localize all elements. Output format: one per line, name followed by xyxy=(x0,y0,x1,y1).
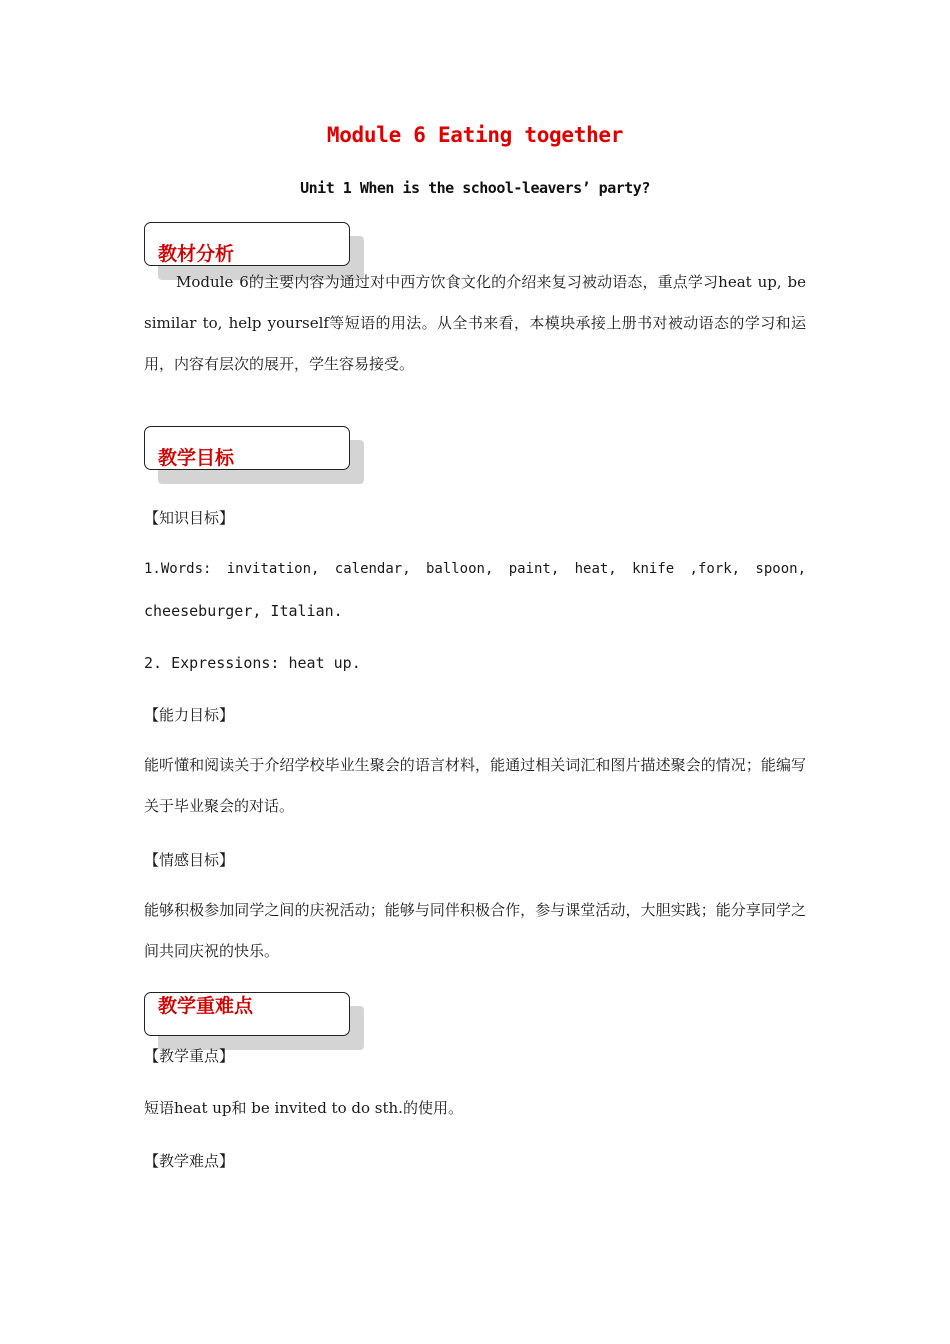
section-heading-key-points xyxy=(144,992,352,1036)
ability-objective-label: 【能力目标】 xyxy=(144,706,235,724)
emotion-objective-label: 【情感目标】 xyxy=(144,851,235,869)
words-list-continued: cheeseburger, Italian. xyxy=(144,602,343,620)
expressions-line: 2. Expressions: heat up. xyxy=(144,654,361,672)
ability-objective-text: 能听懂和阅读关于介绍学校毕业生聚会的语言材料，能通过相关词汇和图片描述聚会的情况；能编写关于毕业聚会的对话。 xyxy=(144,756,806,815)
word-item: invitation, xyxy=(226,561,320,577)
teaching-focus-text: 短语heat up和 be invited to do sth.的使用。 xyxy=(144,1099,463,1117)
words-list xyxy=(144,561,806,577)
analysis-paragraph: Module 6的主要内容为通过对中西方饮食文化的介绍来复习被动语态，重点学习heat up, be similar to, help yourself等短语的用法。从全书来看，本模块承接上册书对被动语态的学习和运用，内容有层次的展开，学生容易接受。 xyxy=(144,273,806,373)
document-title: Module 6 Eating together xyxy=(326,123,624,147)
knowledge-objective-label: 【知识目标】 xyxy=(144,509,235,527)
word-item: spoon, xyxy=(755,561,806,577)
section-heading-label: 教学重难点 xyxy=(158,995,254,1017)
section-heading-objectives xyxy=(144,426,352,470)
word-item: paint, xyxy=(508,561,560,577)
document-subtitle: Unit 1 When is the school-leavers’ party? xyxy=(300,179,650,197)
word-item: balloon, xyxy=(425,561,494,577)
word-item: ,fork, xyxy=(689,561,741,577)
word-item: 1.Words: xyxy=(144,561,212,577)
word-item: heat, xyxy=(574,561,617,577)
word-item: knife xyxy=(632,561,675,577)
word-item: calendar, xyxy=(334,561,411,577)
section-heading-analysis xyxy=(144,222,352,266)
section-heading-label: 教材分析 xyxy=(158,243,235,265)
teaching-difficulty-label: 【教学难点】 xyxy=(144,1152,235,1170)
emotion-objective-text: 能够积极参加同学之间的庆祝活动；能够与同伴积极合作，参与课堂活动，大胆实践；能分享同学之间共同庆祝的快乐。 xyxy=(144,901,806,960)
teaching-focus-label: 【教学重点】 xyxy=(144,1047,235,1065)
section-heading-label: 教学目标 xyxy=(158,447,235,469)
